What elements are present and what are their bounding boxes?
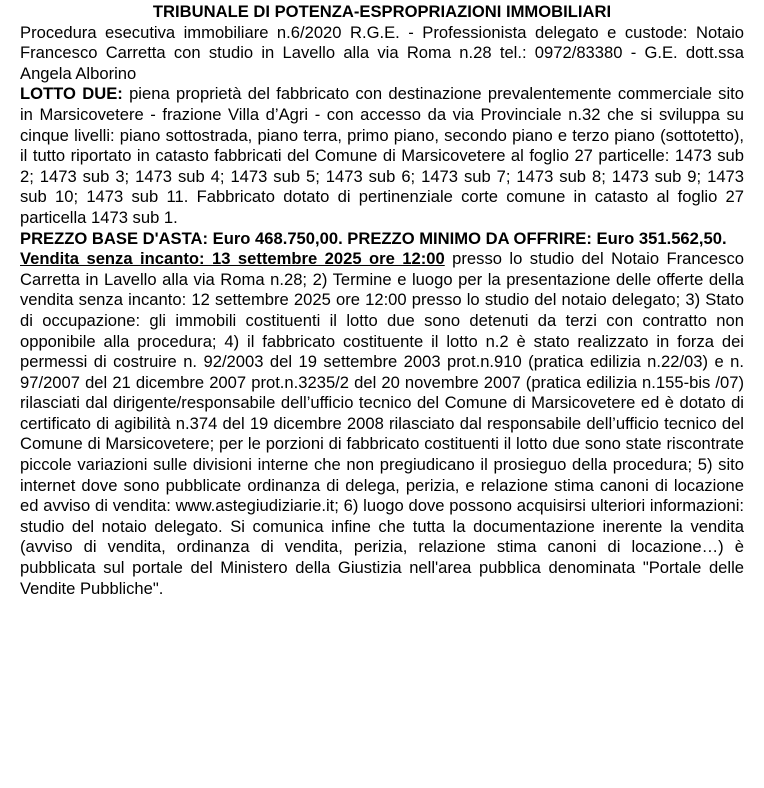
sale-heading: Vendita senza incanto: 13 settembre 2025 ore 12:00 xyxy=(20,249,445,269)
price-line: PREZZO BASE D'ASTA: Euro 468.750,00. PREZZO MINIMO DA OFFRIRE: Euro 351.562,50. xyxy=(20,228,727,248)
procedure-intro: Procedura esecutiva immobiliare n.6/2020 R.G.E. - Professionista delegato e custode: Notaio Francesco Carretta con studio in Lavello alla via Roma n.28 tel.: 0972/83380 - G.E. dott.ssa Angela Alborino xyxy=(20,22,744,83)
lot-description: piena proprietà del fabbricato con destinazione prevalentemente commerciale sito in Marsicovetere - frazione Villa d’Agri - con accesso da via Provinciale n.32 che si sviluppa su cinque livelli: piano sottostrada, piano terra, primo piano, secondo piano e terzo piano (sottotetto), il tutto riportato in catasto fabbricati del Comune di Marsicovetere al foglio 27 particelle: 1473 sub 2; 1473 sub 3; 1473 sub 4; 1473 sub 5; 1473 sub 6; 1473 sub 7; 1473 sub 8; 1473 sub 9; 1473 sub 10; 1473 sub 11. Fabbricato dotato di pertinenziale corte comune in catasto al foglio 27 particella 1473 sub 1. xyxy=(20,84,744,227)
sale-details: presso lo studio del Notaio Francesco Carretta in Lavello alla via Roma n.28; 2) Termine e luogo per la presentazione delle offerte della vendita senza incanto: 12 settembre 2025 ore 12:00 presso lo studio del notaio delegato; 3) Stato di occupazione: gli immobili costituenti il lotto due sono detenuti da terzi con contratto non opponibile alla procedura; 4) il fabbricato costituente il lotto n.2 è stato realizzato in forza dei permessi di costruire n. 92/2003 del 19 settembre 2003 prot.n.910 (pratica edilizia n.22/03) e n. 97/2007 del 21 dicembre 2007 prot.n.3235/2 del 20 novembre 2007 (pratica edilizia n.155-bis /07) rilasciati dal dirigente/responsabile dell’ufficio tecnico del Comune di Marsicovetere ed è dotato di certificato di agibilità n.374 del 19 dicembre 2008 rilasciato dal responsabile dell’ufficio tecnico del Comune di Marsicovetere; per le porzioni di fabbricato costituenti il lotto due sono state riscontrate piccole variazioni sulle divisioni interne che non pregiudicano il prosieguo della procedura; 5) sito internet dove sono pubblicate ordinanza di delega, perizia, e relazione stima canoni di locazione ed avviso di vendita: www.astegiudiziarie.it; 6) luogo dove possono acquisirsi ulteriori informazioni: studio del notaio delegato. Si comunica infine che tutta la documentazione inerente la vendita (avviso di vendita, ordinanza di vendita, perizia, relazione stima canoni di locazione…) è pubblicata sul portale del Ministero della Giustizia nell'area pubblica denominata "Portale delle Vendite Pubbliche". xyxy=(20,249,744,598)
notice-title: TRIBUNALE DI POTENZA-ESPROPRIAZIONI IMMOBILIARI xyxy=(152,2,612,21)
lot-label: LOTTO DUE: xyxy=(20,84,123,104)
lot-paragraph xyxy=(20,84,744,228)
sale-paragraph xyxy=(20,249,744,599)
